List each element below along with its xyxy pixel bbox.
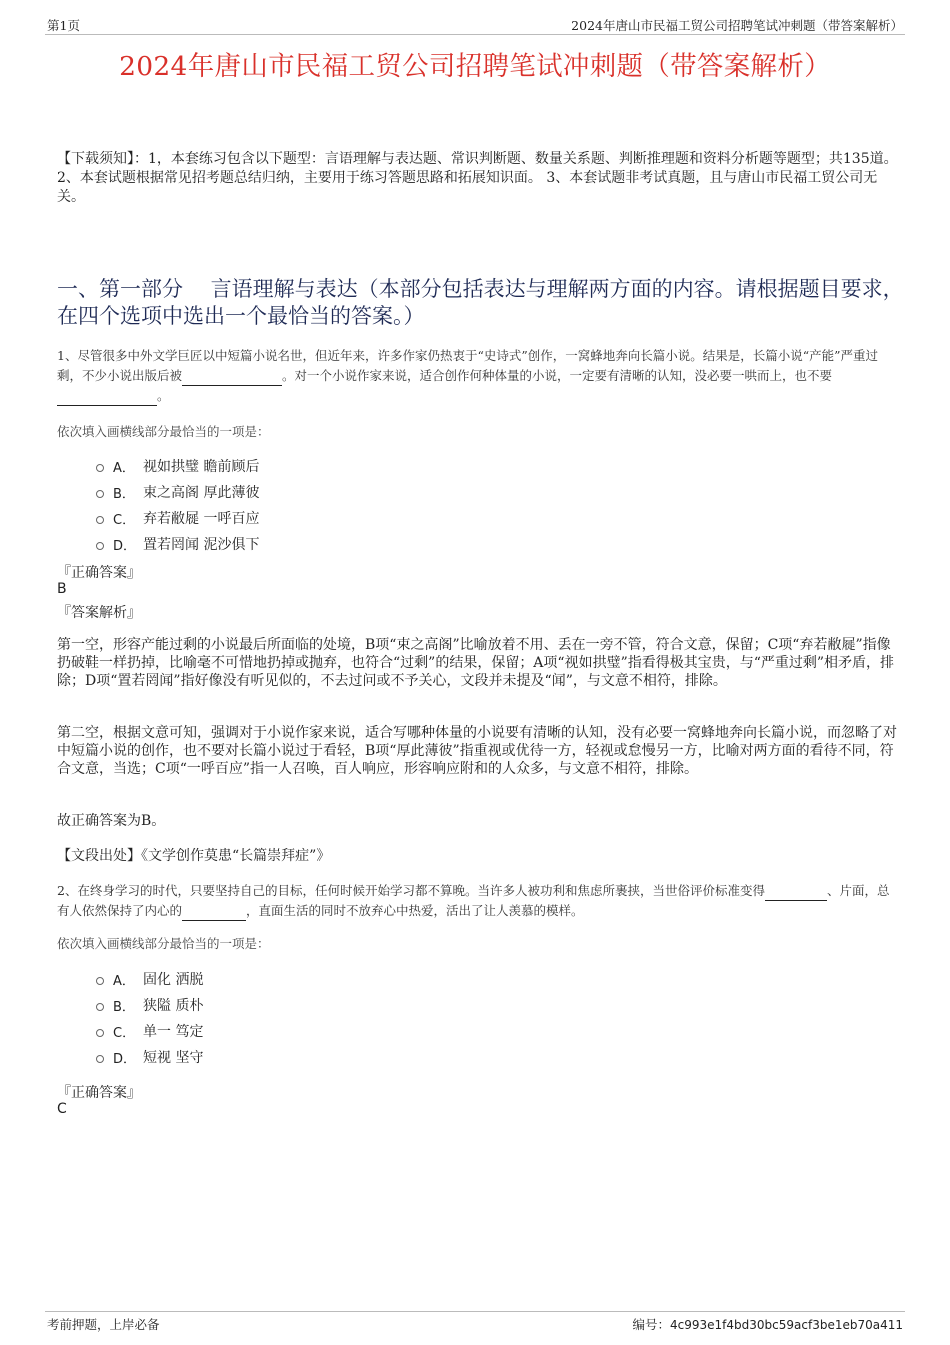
question-2-prompt: 依次填入画横线部分最恰当的一项是： — [57, 936, 270, 951]
answer-blank — [182, 906, 246, 921]
option-c[interactable] — [96, 1018, 203, 1044]
text-segment: 2、在终身学习的时代，只要坚持自己的目标，任何时候开始学习都不算晚。当许多人被功利和焦虑所裹挟，当世俗评价标准变得 — [57, 883, 765, 898]
answer-blank — [765, 886, 827, 901]
text-segment: B． — [113, 486, 135, 502]
text-segment: D． — [113, 1051, 137, 1067]
radio-icon — [96, 1029, 104, 1037]
answer-blank — [182, 371, 282, 386]
radio-icon — [96, 1055, 104, 1063]
correct-answer: B — [57, 581, 67, 597]
correct-answer-label: 『正确答案』 — [57, 565, 141, 581]
text-segment: 4c993e1f4bd30bc59acf3be1eb70a411 — [670, 1318, 903, 1332]
download-notice: 【下载须知】：1，本套练习包含以下题型：言语理解与表达题、常识判断题、数量关系题、判断推理题和资料分析题等题型；共135道。 2、本套试题根据常见招考题总结归纳，主要用于练习答题思路和拓展知识面。 3、本套试题非考试真题，且与唐山市民福工贸公司无关。 — [57, 151, 898, 205]
text-segment: 置若罔闻 泥沙俱下 — [143, 537, 260, 553]
radio-icon — [96, 977, 104, 985]
text-segment: 。对一个小说作家来说，适合创作何种体量的小说，一定要有清晰的认知，没必要一哄而上，也不要 — [282, 368, 833, 383]
option-a[interactable] — [96, 453, 259, 479]
page-header — [45, 14, 905, 35]
page-footer — [45, 1311, 905, 1332]
question-1-stem — [57, 346, 899, 406]
text-segment: A． — [113, 460, 135, 476]
section-title: 一、第一部分 言语理解与表达（本部分包括表达与理解两方面的内容。请根据题目要求，在四个选项中选出一个最恰当的答案。） — [57, 277, 904, 328]
analysis-paragraph: 第二空，根据文意可知，强调对于小说作家来说，适合写哪种体量的小说要有清晰的认知，没有必要一窝蜂地奔向长篇小说，而忽略了对中短篇小说的创作，也不要对长篇小说过于看轻，B项“厚此薄彼”指重视或优待一方，轻视或怠慢另一方，比喻对两方面的看待不同，符合文意，当选；C项“一呼百应”指一人召唤，百人响应，形容响应附和的人众多，与文意不相符，排除。 — [57, 725, 897, 777]
text-segment: 。 — [157, 388, 170, 403]
text-segment: 编号： — [632, 1317, 671, 1332]
text-segment: 短视 坚守 — [143, 1050, 204, 1066]
option-d[interactable] — [96, 531, 259, 557]
analysis-conclusion: 故正确答案为B。 — [57, 813, 166, 829]
text-segment: 弃若敝屣 一呼百应 — [143, 511, 260, 527]
question-1-options — [96, 453, 259, 557]
option-b[interactable] — [96, 479, 259, 505]
text-segment: 狭隘 质朴 — [143, 998, 204, 1014]
text-segment: 固化 洒脱 — [143, 972, 204, 988]
document-code — [633, 1315, 904, 1333]
option-d[interactable] — [96, 1044, 203, 1070]
header-doc-title: 2024年唐山市民福工贸公司招聘笔试冲刺题（带答案解析） — [571, 18, 903, 33]
question-2-stem — [57, 881, 899, 921]
text-segment: 束之高阁 厚此薄彼 — [143, 485, 260, 501]
radio-icon — [96, 490, 104, 498]
option-a[interactable] — [96, 966, 203, 992]
answer-blank — [57, 391, 157, 406]
text-segment: B． — [113, 999, 135, 1015]
radio-icon — [96, 516, 104, 524]
text-segment: 1、尽管很多中外文学巨匠以中短篇小说名世，但近年来，许多作家仍热衷于“史诗式”创作，一窝蜂地奔向长篇小说。结果是，长篇小说“产能”严重过剩，不少小说出版后被 — [57, 348, 879, 383]
radio-icon — [96, 1003, 104, 1011]
correct-answer-label: 『正确答案』 — [57, 1085, 141, 1101]
radio-icon — [96, 542, 104, 550]
text-segment: 、片面，总有人依然保持了内心的 — [57, 883, 890, 918]
question-1-prompt: 依次填入画横线部分最恰当的一项是： — [57, 424, 270, 439]
source-note: 【文段出处】《文学创作莫患“长篇崇拜症”》 — [57, 848, 331, 864]
text-segment: A． — [113, 973, 135, 989]
text-segment: C． — [113, 512, 136, 528]
document-title: 2024年唐山市民福工贸公司招聘笔试冲刺题（带答案解析） — [119, 51, 831, 82]
question-2-options — [96, 966, 203, 1070]
text-segment: C． — [113, 1025, 136, 1041]
text-segment: 视如拱璧 瞻前顾后 — [143, 459, 260, 475]
page-number: 第1页 — [47, 18, 80, 33]
option-b[interactable] — [96, 992, 203, 1018]
analysis-label: 『答案解析』 — [57, 605, 141, 621]
text-segment: D． — [113, 538, 137, 554]
text-segment: ，直面生活的同时不放弃心中热爱，活出了让人羡慕的模样。 — [246, 903, 584, 918]
analysis-paragraph: 第一空，形容产能过剩的小说最后所面临的处境，B项“束之高阁”比喻放着不用、丢在一旁不管，符合文意，保留；C项“弃若敝屣”指像扔破鞋一样扔掉，比喻毫不可惜地扔掉或抛弃，也符合“过剩”的结果，保留；A项“视如拱璧”指看得极其宝贵，与“严重过剩”相矛盾，排除；D项“置若罔闻”指好像没有听见似的，不去过问或不予关心，文段并未提及“闻”，与文意不相符，排除。 — [57, 637, 895, 689]
footer-slogan: 考前押题，上岸必备 — [47, 1317, 160, 1332]
correct-answer: C — [57, 1101, 67, 1117]
option-c[interactable] — [96, 505, 259, 531]
radio-icon — [96, 464, 104, 472]
text-segment: 单一 笃定 — [143, 1024, 204, 1040]
